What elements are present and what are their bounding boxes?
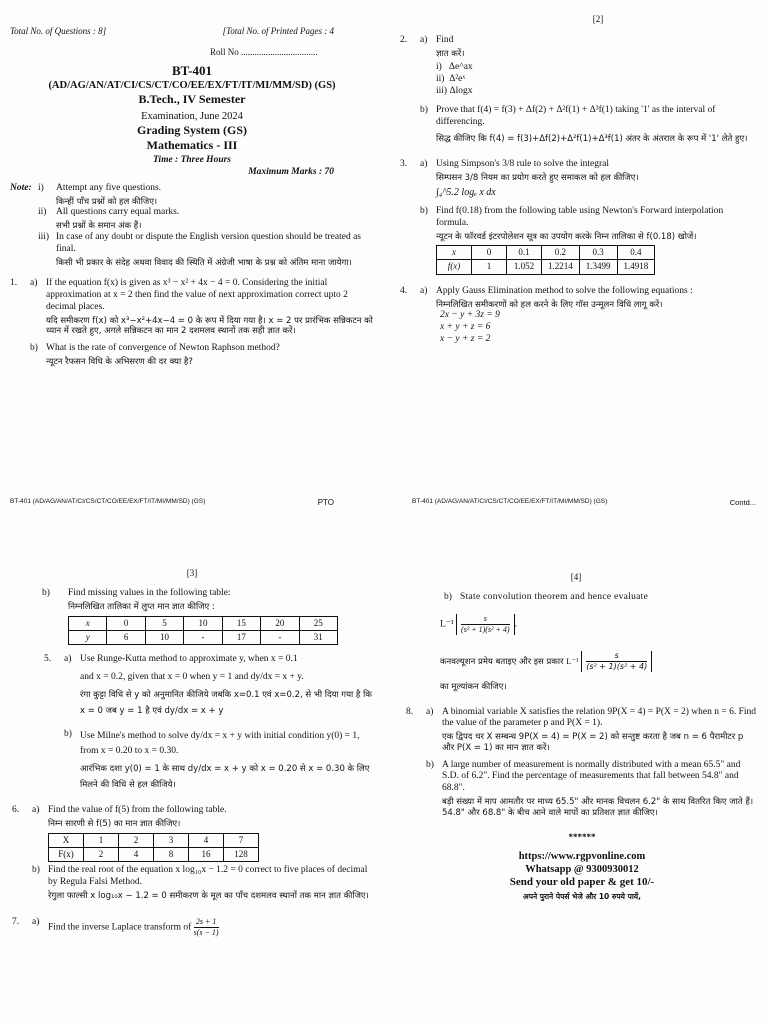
equation: 2x − y + 3z = 9 — [440, 310, 500, 321]
table-cell: - — [184, 630, 222, 644]
note-num: iii) — [38, 231, 50, 242]
table-cell: 2 — [119, 833, 154, 847]
question-1b: b) What is the rate of convergence of Newton Raphson method? न्यूटन रैफसन विधि के अभिसरण की दर क्या है? — [10, 343, 374, 368]
table-cell: 0 — [472, 246, 507, 260]
question-2b: b) Prove that f(4) = f(3) + Δf(2) + Δ²f(1) + Δ³f(1) taking '1' as the interval of differencing. सिद्ध कीजिए कि f(4) = f(3)+Δf(2)+Δ²f(1)+Δ³f(1) अंतर के अंतराल के रूप में '1' लेते हुए। — [400, 105, 756, 144]
note-hi: सभी प्रश्नों के समान अंक हैं। — [56, 221, 142, 232]
roll-no: Roll No .................................. — [210, 47, 318, 58]
page-number: [3] — [186, 568, 198, 578]
note-en: In case of any doubt or dispute the English version question should be treated as final. — [56, 231, 361, 254]
table-cell: 31 — [299, 630, 337, 644]
table-cell: x — [437, 246, 472, 260]
time: Time : Three Hours — [152, 155, 232, 165]
note-num: i) — [38, 182, 44, 193]
q4a-text: Apply Gauss Elimination method to solve the following equations : — [436, 285, 693, 296]
paper-code: BT-401 — [172, 62, 212, 78]
q2a-item: ii) Δ²eˣ — [436, 73, 466, 84]
table-cell: 1.4918 — [617, 260, 655, 274]
send-paper: Send your old paper & get 10/- — [509, 875, 655, 888]
q8b-text: A large number of measurement is normally distributed with a mean 65.5" and S.D. of 6.2". Find the percentage of measurements that fall between 54.8" and 68.8". — [442, 759, 741, 794]
exam-session: Examination, June 2024 — [141, 110, 243, 122]
q6b-text: Find the real root of the equation x log₁₀x − 1.2 = 0 correct to five places of decimal by Regula Falsi Method. — [48, 865, 368, 887]
exam-page-2 — [384, 0, 768, 512]
table-cell: 0.3 — [579, 246, 617, 260]
q3b-table — [436, 245, 655, 275]
question-3a: 3. a) Using Simpson's 3/8 rule to solve the integral सिम्पसन 3/8 नियम का प्रयोग करते हुए समाकल को हल कीजिए। ∫₄^5.2 logₑ x dx — [400, 159, 756, 200]
table-cell: 15 — [222, 616, 260, 630]
grading-system: Grading System (GS) — [136, 123, 247, 137]
question-7b: b) State convolution theorem and hence evaluate L⁻¹ $\frac{s}{\text{(s² + 1)(s² + 4)}}$ . कनवल्यूशन प्रमेय बताइए और इस प्रकार L⁻¹ $\frac{s}{\text{(s² + 1)(s² + 4)}}$ का मूल्यांकन कीजिए। — [406, 592, 758, 693]
table-cell: 10 — [145, 630, 183, 644]
q5a-hindi: रंगा कुट्टा विधि से y को अनुमानित कीजिये जबकि x=0.1 एवं x=0.2, से भी दिया गया है कि x = 0 जब y = 1 है एवं dy/dx = x + y — [80, 689, 372, 716]
table-cell: 17 — [222, 630, 260, 644]
question-8b: b) A large number of measurement is normally distributed with a mean 65.5" and S.D. of 6.2". Find the percentage of measurements that fall between 54.8" and 68.8". बड़ी संख्या में माप आमतौर पर माध्य 65.5" और मानक विचलन 6.2" के साथ वितरित किए जाते हैं। 54.8" और 68.8" के बीच आने वाले मापों का प्रतिशत ज्ञात कीजिए। — [406, 760, 758, 819]
q1b-hindi: न्यूटन रैफसन विधि के अभिसरण की दर क्या है? — [46, 356, 193, 367]
table-cell: 16 — [189, 847, 224, 861]
send-paper-hindi: अपने पुराने पेपर्स भेजे और 10 रुपये पायें, — [523, 891, 641, 901]
table-cell: 7 — [224, 833, 259, 847]
footer-code: BT-401 (AD/AG/AN/AT/CI/CS/CT/CO/EE/EX/FT/IT/MI/MM/SD) (GS) — [10, 498, 206, 505]
q7b-hindi: कनवल्यूशन प्रमेय बताइए और इस प्रकार — [440, 656, 564, 667]
instructions — [10, 183, 374, 268]
q7a-fraction — [194, 917, 219, 938]
note-en: Attempt any five questions. — [56, 182, 162, 193]
table-cell: 1.052 — [507, 260, 542, 274]
exam-page-1 — [0, 0, 384, 512]
table-cell: 0.1 — [507, 246, 542, 260]
question-8a: 8. a) A binomial variable X satisfies the relation 9P(X = 4) = P(X = 2) when n = 6. Find the value of the parameter p and P(X = 1). एक द्विपद चर X सम्बन्ध 9P(X = 4) = P(X = 2) को सन्तुष्ट करता है जब n = 6 पैरामीटर p और P(X = 1) का मान ज्ञात करें। — [406, 706, 757, 753]
note-hi: किसी भी प्रकार के संदेह अथवा विवाद की स्थिति में अंग्रेजी भाषा के प्रश्न को अंतिम माना जायेगा। — [56, 257, 352, 268]
max-marks: Maximum Marks : 70 — [248, 166, 334, 177]
table-cell: 0.4 — [617, 246, 655, 260]
table-cell: 5 — [145, 616, 183, 630]
q6a-text: Find the value of f(5) from the following table. — [48, 805, 227, 815]
branches: (AD/AG/AN/AT/CI/CS/CT/CO/EE/EX/FT/IT/MI/MM/SD) (GS) — [48, 79, 336, 91]
q7b-hindi-2: का मूल्यांकन कीजिए। — [440, 681, 507, 692]
contd: Contd... — [729, 498, 756, 507]
course: B.Tech., IV Semester — [138, 91, 246, 106]
note-num: ii) — [38, 207, 47, 218]
q5b-hindi: आरंभिक दशा y(0) = 1 के साथ dy/dx = x + y को x = 0.20 से x = 0.30 के लिए मिलने की विधि से हल कीजिये। — [80, 764, 370, 790]
table-cell: 3 — [154, 833, 189, 847]
table-cell: 1.2214 — [542, 260, 580, 274]
table-cell: f(x) — [437, 260, 472, 274]
q3b-text: Find f(0.18) from the following table using Newton's Forward interpolation formula. — [436, 205, 724, 228]
table-cell: y — [69, 630, 107, 644]
promo-url: https://www.rgpvonline.com — [518, 850, 646, 862]
q6a-table — [48, 833, 259, 863]
equation: x − y + z = 2 — [440, 333, 491, 344]
question-3b: b) Find f(0.18) from the following table using Newton's Forward interpolation formula. न्यूटन के फॉरवर्ड इंटरपोलेशन सूत्र का उपयोग करके निम्न तालिका से f(0.18) खोजें। x 0 0.1 0.2 0.3 0.4 f(x) 1 1.052 1.2214 1.3499 1.4918 — [400, 206, 756, 278]
q6a-hindi: निम्न सारणी से f(5) का मान ज्ञात कीजिए। — [48, 818, 181, 829]
laplace-inverse: L⁻¹ — [440, 619, 454, 630]
q8a-text: A binomial variable X satisfies the relation 9P(X = 4) = P(X = 2) when n = 6. Find the value of the parameter p and P(X = 1). — [442, 706, 757, 729]
pto: PTO — [317, 498, 334, 507]
q5b-text: Use Milne's method to solve dy/dx = x + y with initial condition y(0) = 1, from x = 0.20 to x = 0.30. — [80, 731, 360, 757]
page-number: [4] — [570, 572, 582, 582]
total-pages: [Total No. of Printed Pages : 4 — [222, 26, 334, 36]
table-cell: 10 — [184, 616, 222, 630]
numerator: s — [461, 614, 509, 625]
q4a-hindi: निम्नलिखित समीकरणों को हल करने के लिए गॉस उन्मूलन विधि लागू करें। — [436, 299, 663, 310]
table-cell: 1 — [472, 260, 507, 274]
page-number: [2] — [592, 14, 604, 24]
denominator: (s² + 1)(s² + 4) — [461, 624, 510, 634]
question-5b: b) Use Milne's method to solve dy/dx = x + y with initial condition y(0) = 1, from x = 0.20 to x = 0.30. आरंभिक दशा y(0) = 1 के साथ dy/dx = x + y को x = 0.20 से x = 0.30 के लिए मिलने की विधि से हल कीजिये। — [12, 729, 374, 793]
total-questions: Total No. of Questions : 8] — [10, 26, 107, 36]
exam-page-3 — [0, 512, 384, 1024]
table-cell: x — [69, 616, 107, 630]
question-4b: b) Find missing values in the following table: निम्नलिखित तालिका में लुप्त मान ज्ञात कीजिए : x 0 5 10 15 20 25 y 6 10 - 17 - 31 — [12, 588, 374, 648]
numerator: s — [586, 651, 647, 662]
table-cell: 128 — [224, 847, 259, 861]
q3a-integral: ∫₄^5.2 logₑ x dx — [436, 187, 496, 199]
question-7a: 7. a) Find the inverse Laplace transform of $\frac{2s + 1}{s(s - 1)}$ — [12, 917, 219, 938]
q4b-table — [68, 616, 338, 646]
q2a-item: iii) Δlogx — [436, 85, 473, 96]
q4b-hindi: निम्नलिखित तालिका में लुप्त मान ज्ञात कीजिए : — [68, 601, 215, 612]
question-6b: b) Find the real root of the equation x log₁₀x − 1.2 = 0 correct to five places of decimal by Regula Falsi Method. रेगुला फाल्सी x log₁₀x − 1.2 = 0 समीकरण के मूल का पाँच दशमलव स्थानों तक मान ज्ञात कीजिए। — [12, 865, 374, 901]
denominator: (s² + 1)(s² + 4) — [586, 661, 648, 671]
q3a-text: Using Simpson's 3/8 rule to solve the integral — [436, 158, 609, 169]
q2b-text: Prove that f(4) = f(3) + Δf(2) + Δ²f(1) + Δ³f(1) taking '1' as the interval of differencing. — [436, 105, 716, 128]
table-cell: X — [49, 833, 84, 847]
question-2a: 2. a) Find ज्ञात करें। i) Δe^ax ii) Δ²eˣ iii) Δlogx — [400, 35, 756, 97]
note-en: All questions carry equal marks. — [56, 207, 180, 218]
subject: Mathematics - III — [146, 138, 238, 152]
note-hi: किन्हीं पाँच प्रश्नों को हल कीजिए। — [56, 196, 158, 207]
q7b-fraction — [461, 614, 509, 635]
table-cell: 4 — [119, 847, 154, 861]
q7b-text: State convolution theorem and hence evaluate — [460, 592, 649, 602]
q2b-hindi: सिद्ध कीजिए कि f(4) = f(3)+Δf(2)+Δ²f(1)+Δ³f(1) अंतर के अंतराल के रूप में '1' लेते हुए। — [436, 134, 748, 145]
laplace-inverse: L⁻¹ — [566, 655, 579, 666]
q3a-hindi: सिम्पसन 3/8 नियम का प्रयोग करते हुए समाकल को हल कीजिए। — [436, 172, 639, 183]
table-cell: F(x) — [49, 847, 84, 861]
table-cell: 8 — [154, 847, 189, 861]
table-cell: 6 — [107, 630, 145, 644]
denominator: s(s − 1) — [193, 928, 219, 938]
table-cell: - — [261, 630, 299, 644]
table-cell: 2 — [84, 847, 119, 861]
q1a-hindi: यदि समीकरण f(x) को x³−x²+4x−4 = 0 के रूप में दिया गया है। x = 2 पर प्रारंभिक सन्निकटन को ध्यान में रखते हुए, अगले सन्निकटन का मान 2 दशमलव स्थानों तक सही ज्ञात करें। — [46, 315, 373, 337]
q2a-item: i) Δe^ax — [436, 61, 473, 72]
question-5a: 5. a) Use Runge-Kutta method to approximate y, when x = 0.1 and x = 0.2, given that x = 0 when y = 1 and dy/dx = x + y. रंगा कुट्टा विधि से y को अनुमानित कीजिये जबकि x=0.1 एवं x=0.2, से भी दिया गया है कि x = 0 जब y = 1 है एवं dy/dx = x + y — [12, 654, 374, 719]
q7a-text: Find the inverse Laplace transform of — [48, 923, 192, 934]
q8a-hindi: एक द्विपद चर X सम्बन्ध 9P(X = 4) = P(X = 2) को सन्तुष्ट करता है जब n = 6 पैरामीटर p और P(X = 1) का मान ज्ञात करें। — [442, 732, 744, 753]
q2a-hindi: ज्ञात करें। — [436, 49, 465, 60]
table-cell: 1.3499 — [579, 260, 617, 274]
q6b-hindi: रेगुला फाल्सी x log₁₀x − 1.2 = 0 समीकरण के मूल का पाँच दशमलव स्थानों तक मान ज्ञात कीजिए। — [48, 890, 369, 901]
q3b-hindi: न्यूटन के फॉरवर्ड इंटरपोलेशन सूत्र का उपयोग करके निम्न तालिका से f(0.18) खोजें। — [436, 231, 697, 242]
table-cell: 25 — [299, 616, 337, 630]
equation: x + y + z = 6 — [440, 322, 491, 332]
note-label: Note: — [10, 182, 32, 193]
question-1a: 1. a) If the equation f(x) is given as x³ − x² + 4x − 4 = 0. Considering the initial approximation at x = 2 then find the value of next approximation correct upto 2 decimal places. यदि समीकरण f(x) को x³−x²+4x−4 = 0 के रूप में दिया गया है। x = 2 पर प्रारंभिक सन्निकटन को ध्यान में रखते हुए, अगले सन्निकटन का मान 2 दशमलव स्थानों तक सही ज्ञात करें। — [10, 278, 373, 337]
question-6a: 6. a) Find the value of f(5) from the following table. निम्न सारणी से f(5) का मान ज्ञात कीजिए। X 1 2 3 4 7 F(x) 2 4 8 16 128 — [12, 805, 374, 865]
whatsapp: Whatsapp @ 9300930012 — [525, 863, 639, 875]
q2a-text: Find — [436, 35, 454, 46]
numerator: 2s + 1 — [194, 917, 219, 928]
table-cell: 0 — [107, 616, 145, 630]
table-cell: 4 — [189, 833, 224, 847]
table-cell: 1 — [84, 833, 119, 847]
end-stars: ****** — [568, 832, 596, 843]
q8b-hindi: बड़ी संख्या में माप आमतौर पर माध्य 65.5" और मानक विचलन 6.2" के साथ वितरित किए जाते हैं। 54.8" और 68.8" के बीच आने वाले मापों का प्रतिशत ज्ञात कीजिए। — [442, 797, 754, 818]
q5a-text-2: and x = 0.2, given that x = 0 when y = 1 and dy/dx = x + y. — [80, 671, 304, 682]
q1a-text: If the equation f(x) is given as x³ − x² + 4x − 4 = 0. Considering the initial approximation at x = 2 then find the value of next approximation correct upto 2 decimal places. — [46, 278, 348, 312]
table-cell: 20 — [261, 616, 299, 630]
q4b-text: Find missing values in the following table: — [68, 588, 231, 598]
exam-page-4 — [384, 512, 768, 1024]
table-cell: 0.2 — [542, 246, 580, 260]
q1b-text: What is the rate of convergence of Newton Raphson method? — [46, 343, 280, 353]
footer-code: BT-401 (AD/AG/AN/AT/CI/CS/CT/CO/EE/EX/FT/IT/MI/MM/SD) (GS) — [412, 498, 608, 505]
question-4a: 4. a) Apply Gauss Elimination method to solve the following equations : निम्नलिखित समीकरणों को हल करने के लिए गॉस उन्मूलन विधि लागू करें। 2x − y + 3z = 9 x + y + z = 6 x − y + z = 2 — [400, 286, 756, 346]
q5a-text: Use Runge-Kutta method to approximate y, when x = 0.1 — [80, 654, 298, 664]
